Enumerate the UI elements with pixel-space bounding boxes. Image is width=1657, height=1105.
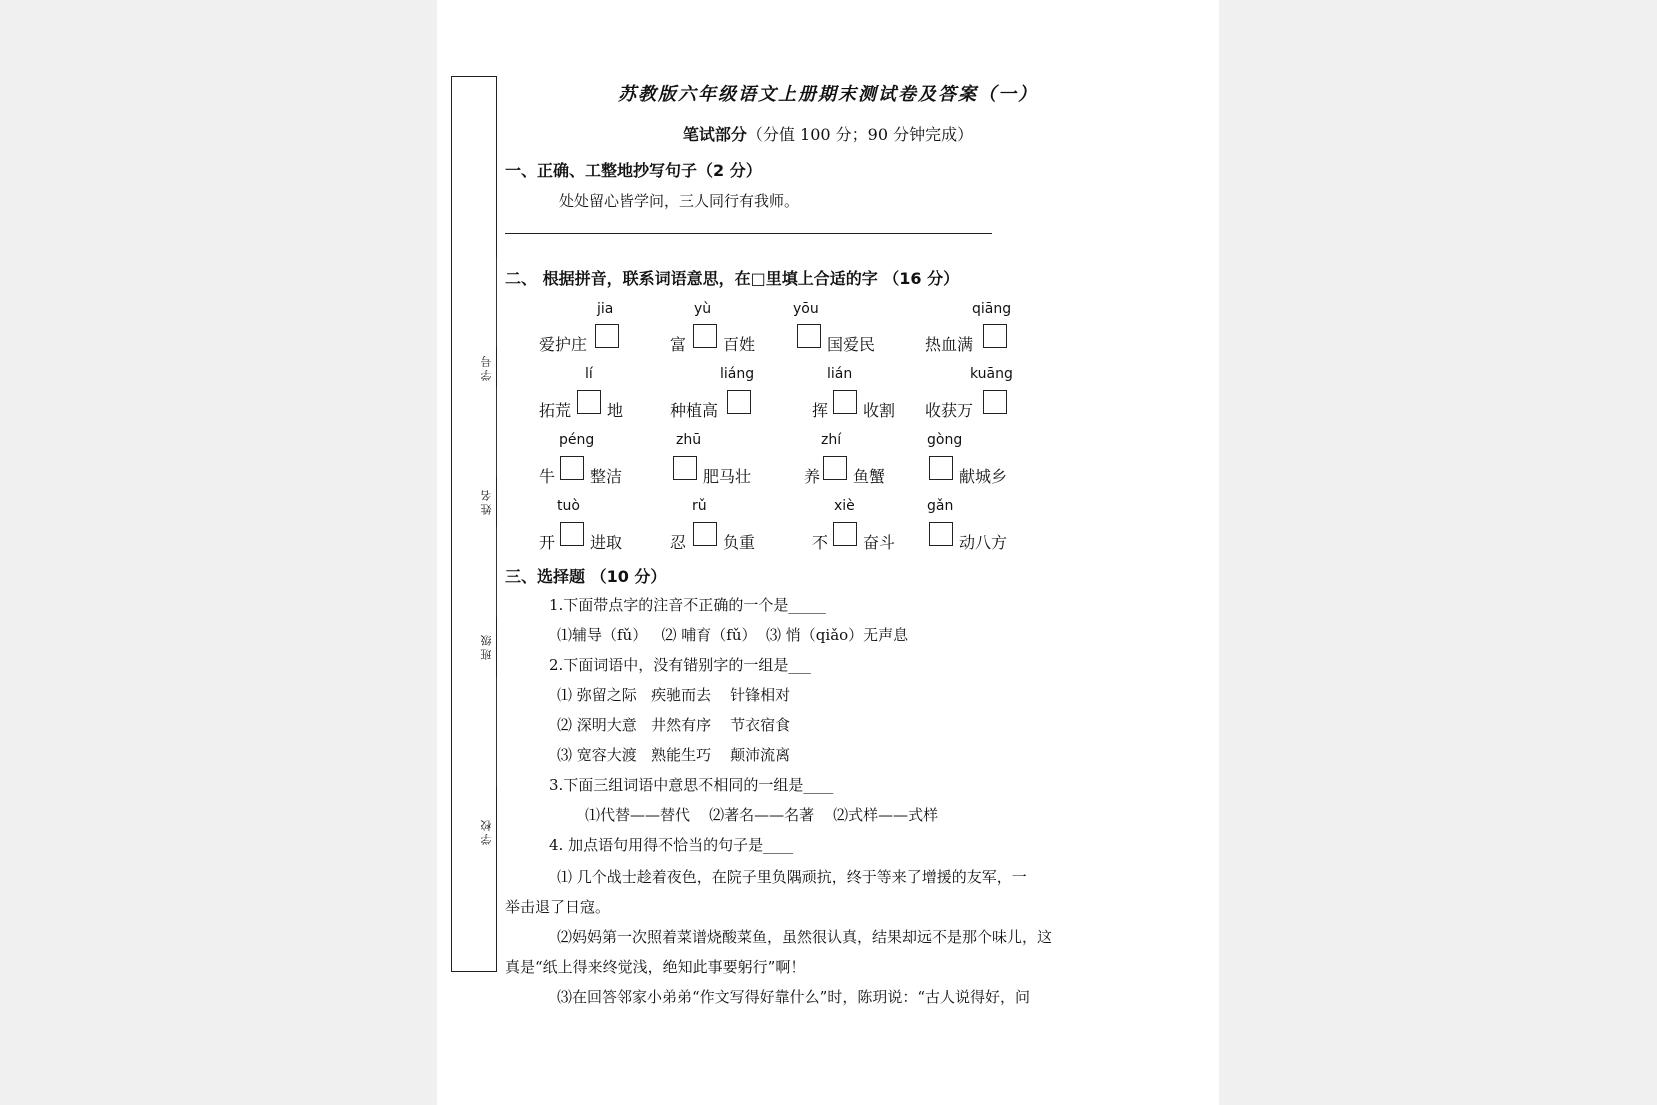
word-before: 富 xyxy=(670,335,687,354)
student-name-line xyxy=(496,387,497,477)
student-school-line xyxy=(496,677,497,787)
word-after: 负重 xyxy=(723,533,756,552)
answer-box[interactable] xyxy=(693,522,717,546)
question-4-line: 真是“纸上得来终觉浅，绝知此事要躬行”啊！ xyxy=(505,958,806,976)
word-before: 热血满 xyxy=(925,335,974,354)
pinyin-label: qiāng xyxy=(972,301,1012,317)
exam-title: 苏教版六年级语文上册期末测试卷及答案（一） xyxy=(618,84,1038,105)
answer-box[interactable] xyxy=(560,522,584,546)
pinyin-label: zhí xyxy=(821,432,842,448)
pinyin-label: tuò xyxy=(557,498,580,514)
question-4-line: 举击退了日寇。 xyxy=(505,898,611,916)
pinyin-label: jia xyxy=(597,301,614,317)
question-2-option: ⑶ 宽容大渡 熟能生巧 颠沛流离 xyxy=(557,746,791,764)
word-before: 种植高 xyxy=(670,401,719,420)
exam-page xyxy=(437,0,1219,1105)
word-after: 百姓 xyxy=(723,335,756,354)
section2-heading: 二、 根据拼音，联系词语意思，在□里填上合适的字 （16 分） xyxy=(505,269,960,288)
word-before: 不 xyxy=(812,533,829,552)
word-before: 挥 xyxy=(812,401,829,420)
student-id-label: 学号 xyxy=(480,353,493,381)
subtitle-rest: （分值 100 分；90 分钟完成） xyxy=(746,125,974,144)
student-class-line xyxy=(496,527,497,617)
question-4: 4. 加点语句用得不恰当的句子是____ xyxy=(549,836,794,854)
answer-box[interactable] xyxy=(673,456,697,480)
question-4-line: ⑶在回答邻家小弟弟“作文写得好靠什么”时，陈玥说：“古人说得好，问 xyxy=(557,988,1031,1006)
pinyin-label: péng xyxy=(559,432,595,448)
word-after: 收割 xyxy=(863,401,896,420)
word-after: 奋斗 xyxy=(863,533,896,552)
answer-box[interactable] xyxy=(929,522,953,546)
pinyin-label: lí xyxy=(585,366,593,382)
answer-box[interactable] xyxy=(833,390,857,414)
word-after: 国爱民 xyxy=(827,335,876,354)
answer-box[interactable] xyxy=(833,522,857,546)
word-after: 鱼蟹 xyxy=(853,467,886,486)
copy-sentence: 处处留心皆学问，三人同行有我师。 xyxy=(559,192,800,210)
pinyin-label: kuāng xyxy=(970,366,1013,382)
word-after: 整洁 xyxy=(590,467,623,486)
binding-margin xyxy=(451,76,497,972)
pinyin-label: gòng xyxy=(927,432,963,448)
answer-box[interactable] xyxy=(560,456,584,480)
section1-heading: 一、正确、工整地抄写句子（2 分） xyxy=(505,161,762,180)
question-1: 1.下面带点字的注音不正确的一个是_____ xyxy=(549,596,826,614)
subtitle-bold: 笔试部分 xyxy=(682,125,747,144)
question-2: 2.下面词语中，没有错别字的一组是___ xyxy=(549,656,811,674)
question-3: 3.下面三组词语中意思不相同的一组是____ xyxy=(549,776,834,794)
word-before: 牛 xyxy=(539,467,556,486)
pinyin-label: lián xyxy=(827,366,853,382)
student-name-label: 姓名 xyxy=(480,487,493,515)
question-3-options: ⑴代替——替代 ⑵著名——名著 ⑵式样——式样 xyxy=(585,806,939,824)
answer-box[interactable] xyxy=(693,324,717,348)
pinyin-label: xiè xyxy=(834,498,855,514)
answer-box[interactable] xyxy=(929,456,953,480)
question-4-line: ⑵妈妈第一次照着菜谱烧酸菜鱼，虽然很认真，结果却远不是那个味儿，这 xyxy=(557,928,1053,946)
pinyin-label: rǔ xyxy=(692,498,707,514)
student-class-label: 班级 xyxy=(480,632,493,660)
answer-box[interactable] xyxy=(595,324,619,348)
question-1-options: ⑴辅导（fǔ） ⑵ 哺育（fǔ） ⑶ 悄（qiǎo）无声息 xyxy=(557,626,909,644)
answer-box[interactable] xyxy=(823,456,847,480)
pinyin-label: liáng xyxy=(720,366,755,382)
word-before: 爱护庄 xyxy=(539,335,588,354)
student-school-label: 学校 xyxy=(480,817,493,845)
question-2-option: ⑴ 弥留之际 疾驰而去 针锋相对 xyxy=(557,686,791,704)
word-before: 收获万 xyxy=(925,401,974,420)
answer-box[interactable] xyxy=(797,324,821,348)
word-after: 肥马壮 xyxy=(703,467,752,486)
word-before: 开 xyxy=(539,533,556,552)
answer-box[interactable] xyxy=(983,324,1007,348)
pinyin-label: zhū xyxy=(676,432,702,448)
question-4-line: ⑴ 几个战士趁着夜色，在院子里负隅顽抗，终于等来了增援的友军，一 xyxy=(557,868,1027,886)
exam-subtitle xyxy=(437,122,1219,145)
word-before: 忍 xyxy=(670,533,687,552)
word-after: 地 xyxy=(607,401,624,420)
word-after: 进取 xyxy=(590,533,623,552)
word-after: 动八方 xyxy=(959,533,1008,552)
student-id-line xyxy=(496,257,497,347)
section3-heading: 三、选择题 （10 分） xyxy=(505,567,667,586)
answer-box[interactable] xyxy=(577,390,601,414)
question-2-option: ⑵ 深明大意 井然有序 节衣宿食 xyxy=(557,716,791,734)
word-before: 养 xyxy=(804,467,821,486)
pinyin-label: yōu xyxy=(793,301,819,317)
writing-line xyxy=(505,233,992,234)
answer-box[interactable] xyxy=(727,390,751,414)
word-before: 拓荒 xyxy=(539,401,572,420)
pinyin-label: yù xyxy=(694,301,712,317)
answer-box[interactable] xyxy=(983,390,1007,414)
pinyin-label: gǎn xyxy=(927,498,954,514)
word-after: 献城乡 xyxy=(959,467,1008,486)
